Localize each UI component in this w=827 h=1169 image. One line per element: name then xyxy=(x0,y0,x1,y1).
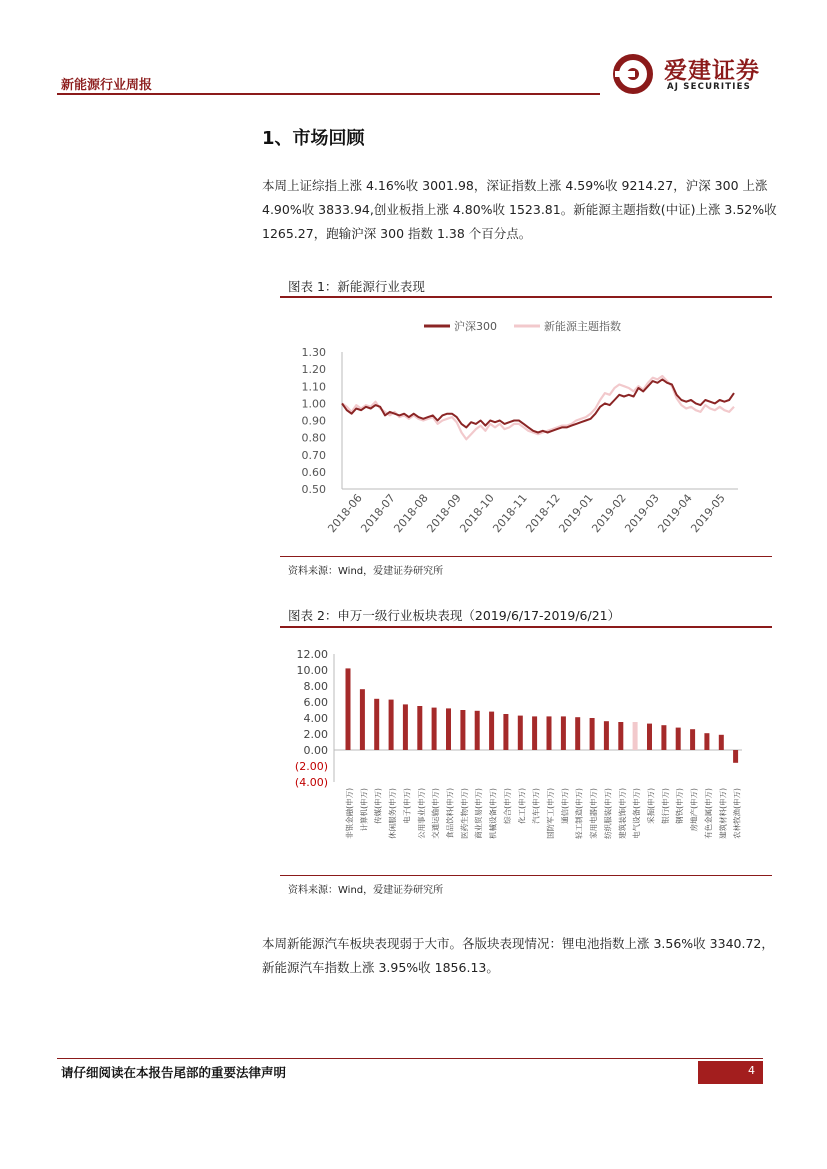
legal-disclaimer-notice: 请仔细阅读在本报告尾部的重要法律声明 xyxy=(61,1065,287,1080)
x-tick-label: 2019-04 xyxy=(655,491,695,536)
y-tick-label: 10.00 xyxy=(296,664,328,677)
x-tick-label: 2019-01 xyxy=(556,491,596,536)
x-category-label: 有色金属(申万) xyxy=(703,788,713,839)
x-category-label: 轻工制造(申万) xyxy=(574,788,584,839)
bar xyxy=(417,706,422,750)
figure2-title: 图表 2：申万一级行业板块表现（2019/6/17-2019/6/21） xyxy=(288,608,621,623)
figure1-top-rule xyxy=(280,296,772,298)
figure1-bottom-rule xyxy=(280,556,772,557)
x-category-label: 交通运输(申万) xyxy=(431,788,441,839)
bar xyxy=(346,668,351,750)
y-tick-label: 0.50 xyxy=(301,483,326,496)
y-tick-label: 1.00 xyxy=(301,397,326,411)
x-category-label: 农林牧渔(申万) xyxy=(732,788,742,839)
x-category-label: 钢铁(申万) xyxy=(675,788,685,824)
bar xyxy=(719,735,724,750)
bar xyxy=(547,716,552,750)
market-review-paragraph: 本周上证综指上涨 4.16%收 3001.98，深证指数上涨 4.59%收 9214.27，沪深 300 上涨 4.90%收 3833.94,创业板指上涨 4.80%收 1523.81。新能源主题指数(中证)上涨 3.52%收 1265.27，跑输沪深 300 指数 1.38 个百分点。 xyxy=(262,178,777,241)
x-category-label: 食品饮料(申万) xyxy=(445,788,455,839)
bar xyxy=(676,728,681,750)
y-tick-label: 1.30 xyxy=(301,346,326,359)
bar xyxy=(575,717,580,750)
x-tick-label: 2019-02 xyxy=(589,491,629,536)
page-number: 4 xyxy=(698,1061,763,1084)
x-category-label: 化工(申万) xyxy=(517,788,527,824)
y-tick-label: 6.00 xyxy=(303,696,328,709)
bar xyxy=(503,714,508,750)
x-category-label: 计算机(申万) xyxy=(359,788,369,832)
y-tick-label: 4.00 xyxy=(303,712,328,725)
x-category-label: 国防军工(申万) xyxy=(546,788,555,839)
x-category-label: 汽车(申万) xyxy=(531,788,541,824)
x-category-label: 家用电器(申万) xyxy=(589,788,599,839)
section-title: 1、市场回顾 xyxy=(262,128,365,149)
bar xyxy=(618,722,623,750)
figure2-bottom-rule xyxy=(280,875,772,876)
x-category-label: 非银金融(申万) xyxy=(345,788,354,839)
bar xyxy=(704,733,709,750)
x-category-label: 机械设备(申万) xyxy=(488,788,498,839)
footer-divider xyxy=(57,1058,763,1059)
report-series-title: 新能源行业周报 xyxy=(61,78,153,93)
x-category-label: 公用事业(申万) xyxy=(416,788,426,839)
figure1-source: 资料来源：Wind，爱建证券研究所 xyxy=(288,566,444,577)
series-line-hs300 xyxy=(342,379,734,432)
figure1-title: 图表 1：新能源行业表现 xyxy=(288,279,425,294)
x-tick-label: 2019-03 xyxy=(622,491,662,536)
bar xyxy=(690,729,695,750)
y-tick-label: 0.80 xyxy=(301,431,326,445)
legend-label-new-energy: 新能源主题指数 xyxy=(544,320,621,333)
chart-legend xyxy=(424,319,621,333)
y-tick-label: 8.00 xyxy=(303,680,328,693)
y-tick-label: (2.00) xyxy=(294,760,328,773)
bar xyxy=(360,689,365,750)
bar xyxy=(590,718,595,750)
line-chart xyxy=(280,300,772,555)
ev-sector-paragraph: 本周新能源汽车板块表现弱于大市。各版块表现情况：锂电池指数上涨 3.56%收 3340.72，新能源汽车指数上涨 3.95%收 1856.13。 xyxy=(262,936,774,975)
x-tick-label: 2018-09 xyxy=(424,491,464,536)
bar xyxy=(647,724,652,750)
x-category-label: 房地产(申万) xyxy=(689,788,699,832)
x-category-label: 建筑装饰(申万) xyxy=(617,788,627,839)
x-category-label: 纺织服装(申万) xyxy=(603,788,613,839)
y-tick-label: (4.00) xyxy=(294,776,328,789)
y-tick-label: 0.70 xyxy=(301,448,326,462)
x-category-label: 休闲服务(申万) xyxy=(388,788,398,839)
bar xyxy=(518,716,523,750)
y-tick-label: 0.90 xyxy=(301,414,326,428)
x-category-label: 建筑材料(申万) xyxy=(718,788,728,839)
x-tick-label: 2018-11 xyxy=(490,491,530,536)
bar xyxy=(561,716,566,750)
logo-name-en: AJ SECURITIES xyxy=(667,82,751,92)
bar xyxy=(604,721,609,750)
x-category-label: 电子(申万) xyxy=(402,788,412,824)
bar xyxy=(661,725,666,750)
x-category-label: 医药生物(申万) xyxy=(459,788,469,839)
legend-label-hs300: 沪深300 xyxy=(454,320,497,333)
figure2-source: 资料来源：Wind，爱建证券研究所 xyxy=(288,885,444,896)
bar xyxy=(475,711,480,750)
x-tick-label: 2019-05 xyxy=(688,491,728,536)
y-tick-label: 0.60 xyxy=(301,465,326,479)
series-line-new-energy xyxy=(342,376,734,439)
bar xyxy=(403,704,408,750)
bar xyxy=(374,699,379,750)
bar xyxy=(446,708,451,750)
x-category-label: 通信(申万) xyxy=(560,788,570,824)
bar xyxy=(733,750,738,763)
x-category-label: 电气设备(申万) xyxy=(632,788,642,839)
bar xyxy=(532,716,537,750)
x-tick-label: 2018-07 xyxy=(358,491,398,536)
x-category-label: 商业贸易(申万) xyxy=(474,788,484,839)
logo-name-cn: 爱建证券 xyxy=(664,58,760,84)
x-category-label: 采掘(申万) xyxy=(646,788,656,824)
x-category-label: 传媒(申万) xyxy=(373,788,383,824)
bar xyxy=(432,708,437,750)
x-tick-label: 2018-08 xyxy=(391,491,431,536)
x-category-label: 银行(申万) xyxy=(660,788,670,824)
x-category-label: 综合(申万) xyxy=(502,788,512,824)
y-tick-label: 2.00 xyxy=(303,728,328,741)
x-tick-label: 2018-06 xyxy=(325,491,365,536)
x-tick-label: 2018-12 xyxy=(523,491,563,536)
y-tick-label: 0.00 xyxy=(303,744,328,757)
bar xyxy=(489,712,494,750)
header-divider xyxy=(57,93,600,95)
bar xyxy=(633,722,638,750)
figure2-top-rule xyxy=(280,626,772,628)
y-tick-label: 12.00 xyxy=(296,648,328,661)
bar xyxy=(460,710,465,750)
bar-chart xyxy=(280,630,772,873)
bar xyxy=(389,700,394,750)
y-tick-label: 1.10 xyxy=(301,380,326,394)
x-tick-label: 2018-10 xyxy=(457,491,497,536)
y-tick-label: 1.20 xyxy=(301,363,326,377)
